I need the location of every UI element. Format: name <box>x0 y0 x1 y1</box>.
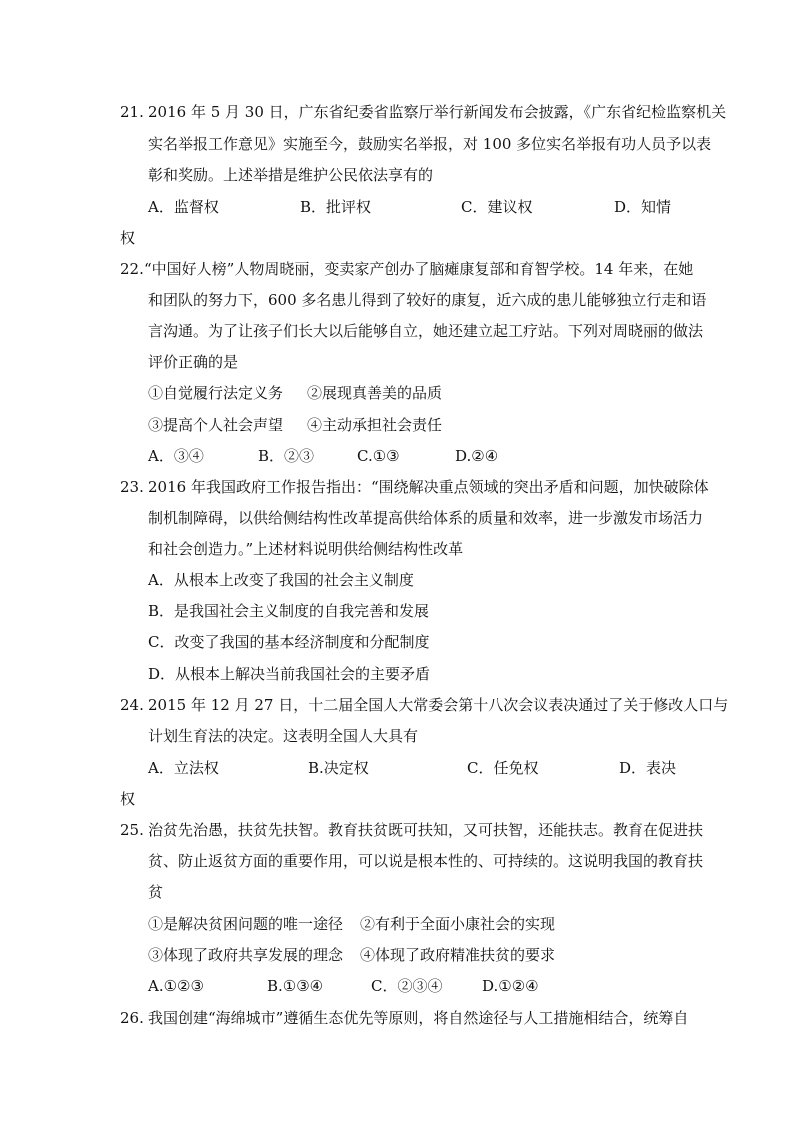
question-text: 2016 年 5 月 30 日，广东省纪委省监察厅举行新闻发布会披露，《广东省纪检监察机关 <box>148 103 727 121</box>
statement-4: ④体现了政府精准扶贫的要求 <box>360 946 556 964</box>
question-text: 贫、防止返贫方面的重要作用，可以说是根本性的、可持续的。这说明我国的教育扶 <box>148 852 704 870</box>
question-text: 和社会创造力。”上述材料说明供给侧结构性改革 <box>148 540 464 558</box>
option-d: D．从根本上解决当前我国社会的主要矛盾 <box>148 665 431 683</box>
statement-4: ④主动承担社会责任 <box>307 416 443 434</box>
question-text: 我国创建“海绵城市”遵循生态优先等原则，将自然途径与人工措施相结合，统筹自 <box>148 1009 689 1027</box>
option-c: C．改变了我国的基本经济制度和分配制度 <box>148 633 430 651</box>
option-b: B．批评权 <box>300 198 372 216</box>
question-text: 计划生育法的决定。这表明全国人大具有 <box>148 727 419 745</box>
question-text: 彰和奖励。上述举措是维护公民依法享有的 <box>148 166 434 184</box>
question-text: 和团队的努力下，600 多名患儿得到了较好的康复，近六成的患儿能够独立行走和语 <box>148 291 707 309</box>
option-a: A．立法权 <box>148 759 219 777</box>
option-b: B.①③④ <box>267 977 324 995</box>
question-number: 22. <box>120 260 144 278</box>
statement-1: ①是解决贫困问题的唯一途径 <box>148 915 344 933</box>
statement-2: ②有利于全面小康社会的实现 <box>360 915 556 933</box>
question-text: “中国好人榜”人物周晓丽，变卖家产创办了脑瘫康复部和育智学校。14 年来，在她 <box>144 260 694 278</box>
option-b: B．②③ <box>258 447 315 465</box>
option-d-wrap: 权 <box>120 229 136 247</box>
question-text: 言沟通。为了让孩子们长大以后能够自立，她还建立起工疗站。下列对周晓丽的做法 <box>148 322 704 340</box>
option-d: D.①②④ <box>482 977 539 995</box>
question-number: 21. <box>120 103 144 121</box>
question-text: 制机制障碍，以供给侧结构性改革提高供给体系的质量和效率，进一步激发市场活力 <box>148 509 704 527</box>
option-a: A．从根本上改变了我国的社会主义制度 <box>148 571 414 589</box>
question-number: 24. <box>120 696 144 714</box>
statement-1: ①自觉履行法定义务 <box>148 384 284 402</box>
statement-2: ②展现真善美的品质 <box>307 384 443 402</box>
option-c: C．②③④ <box>371 977 443 995</box>
option-c: C.①③ <box>357 447 400 465</box>
option-d: D.②④ <box>455 447 499 465</box>
question-number: 25. <box>120 821 144 839</box>
statement-3: ③提高个人社会声望 <box>148 416 284 434</box>
option-a: A．③④ <box>148 447 204 465</box>
option-c: C．任免权 <box>467 759 539 777</box>
question-text: 治贫先治愚，扶贫先扶智。教育扶贫既可扶知，又可扶智，还能扶志。教育在促进扶 <box>148 821 704 839</box>
option-d: D．表决 <box>619 759 677 777</box>
option-b: B.决定权 <box>308 759 369 777</box>
option-a: A．监督权 <box>148 198 219 216</box>
question-text: 评价正确的是 <box>148 353 239 371</box>
option-a: A.①②③ <box>148 977 204 995</box>
question-number: 23. <box>120 478 144 496</box>
question-text: 贫 <box>148 883 164 901</box>
option-c: C．建议权 <box>461 198 533 216</box>
option-d-wrap: 权 <box>120 790 136 808</box>
question-text: 2016 年我国政府工作报告指出：“围绕解决重点领域的突出矛盾和问题，加快破除体 <box>148 478 709 496</box>
question-text: 2015 年 12 月 27 日，十二届全国人大常委会第十八次会议表决通过了关于修改人口与 <box>148 696 729 714</box>
question-text: 实名举报工作意见》实施至今，鼓励实名举报，对 100 多位实名举报有功人员予以表 <box>148 135 712 153</box>
question-number: 26. <box>120 1009 144 1027</box>
option-d: D．知情 <box>614 198 672 216</box>
option-b: B．是我国社会主义制度的自我完善和发展 <box>148 602 430 620</box>
statement-3: ③体现了政府共享发展的理念 <box>148 946 344 964</box>
